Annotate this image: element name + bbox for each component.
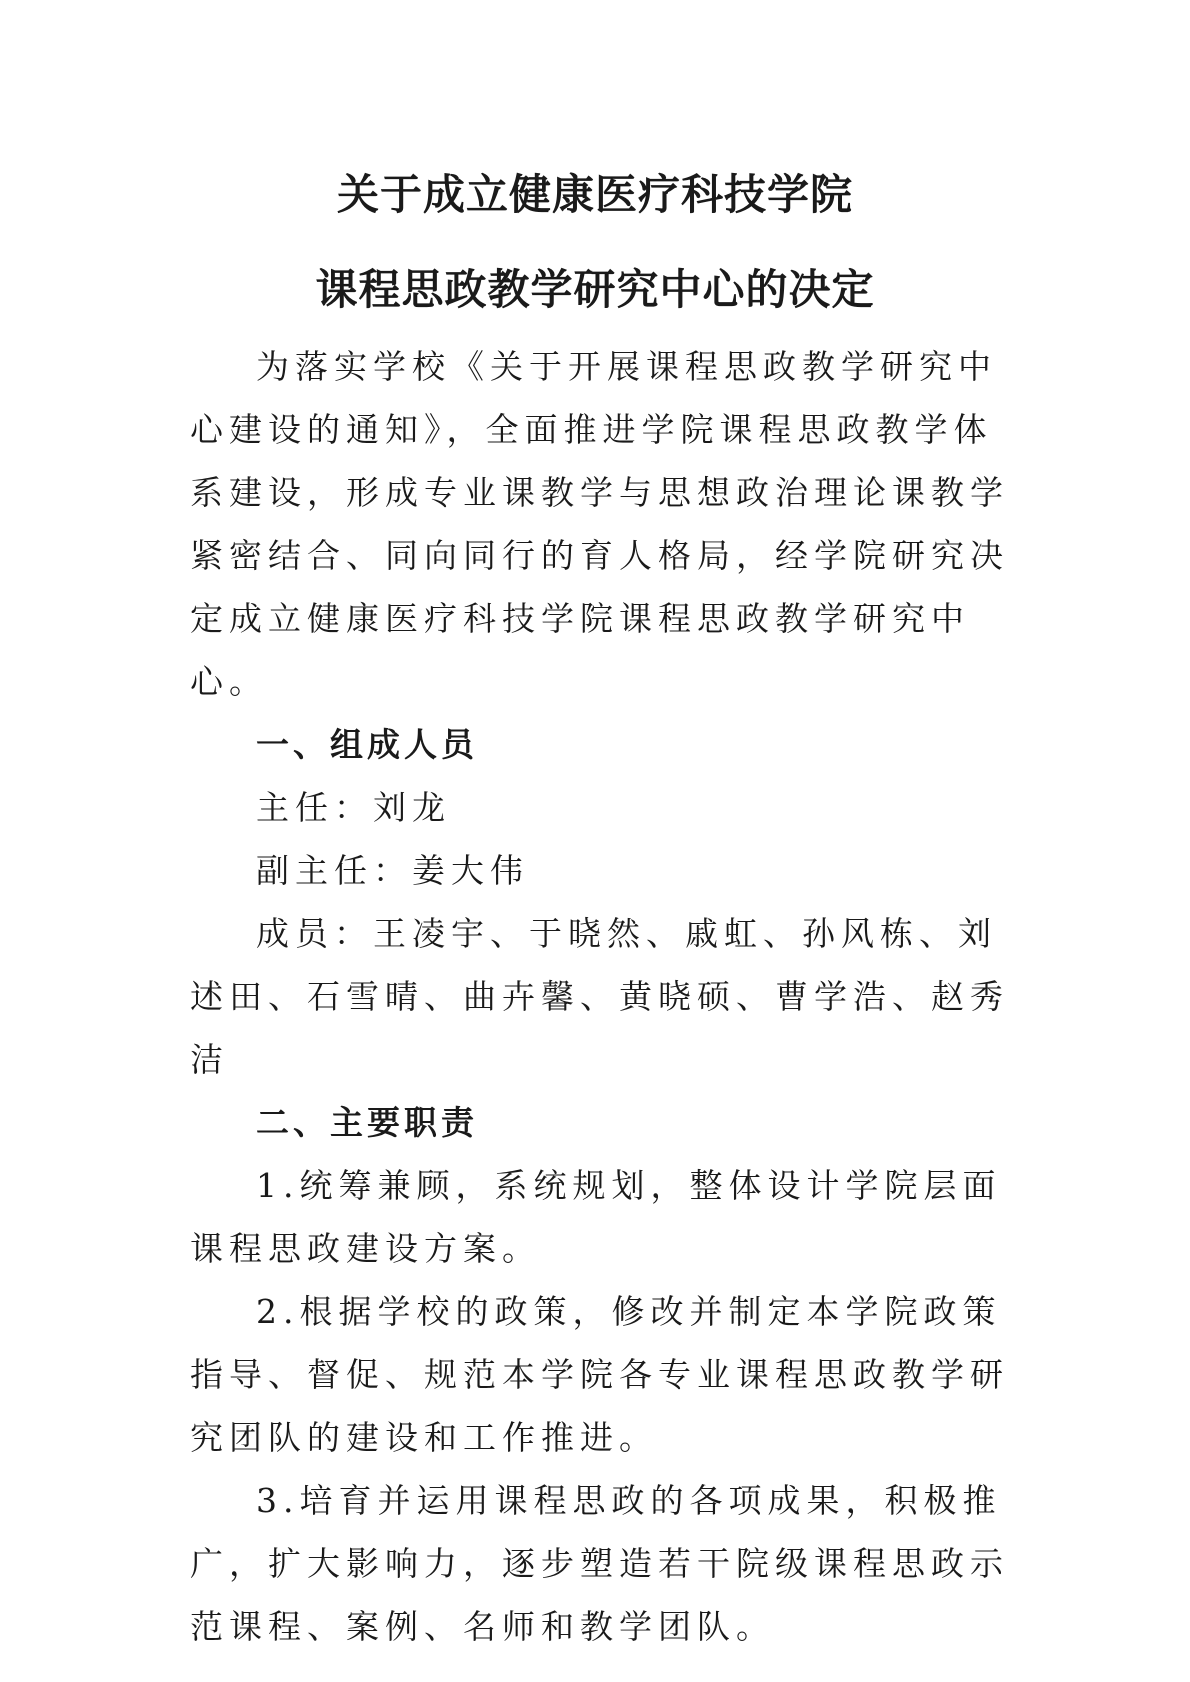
document-title-line-1: 关于成立健康医疗科技学院 (336, 170, 853, 219)
deputy-director-line: 副主任：姜大伟 (256, 851, 529, 890)
duty-item-2: 2.根据学校的政策，修改并制定本学院政策指导、督促、规范本学院各专业课程思政教学研究团队的建设和工作推进。 (190, 1292, 1009, 1457)
duty-item-3: 3.培育并运用课程思政的各项成果，积极推广，扩大影响力，逐步塑造若干院级课程思政示范课程、案例、名师和教学团队。 (190, 1481, 1009, 1646)
members-paragraph: 成员：王凌宇、于晓然、戚虹、孙风栋、刘述田、石雪晴、曲卉馨、黄晓硕、曹学浩、赵秀洁 (190, 914, 1009, 1079)
duty-item-1: 1.统筹兼顾，系统规划，整体设计学院层面课程思政建设方案。 (190, 1166, 1002, 1268)
intro-paragraph: 为落实学校《关于开展课程思政教学研究中心建设的通知》，全面推进学院课程思政教学体系建设，形成专业课教学与思想政治理论课教学紧密结合、同向同行的育人格局，经学院研究决定成立健康医疗科技学院课程思政教学研究中心。 (190, 347, 1009, 701)
section-heading-members: 一、组成人员 (256, 725, 478, 764)
director-line: 主任：刘龙 (256, 788, 451, 827)
document-body (190, 335, 1015, 1658)
section-heading-duties: 二、主要职责 (256, 1103, 478, 1142)
document-title-line-2: 课程思政教学研究中心的决定 (315, 265, 875, 314)
